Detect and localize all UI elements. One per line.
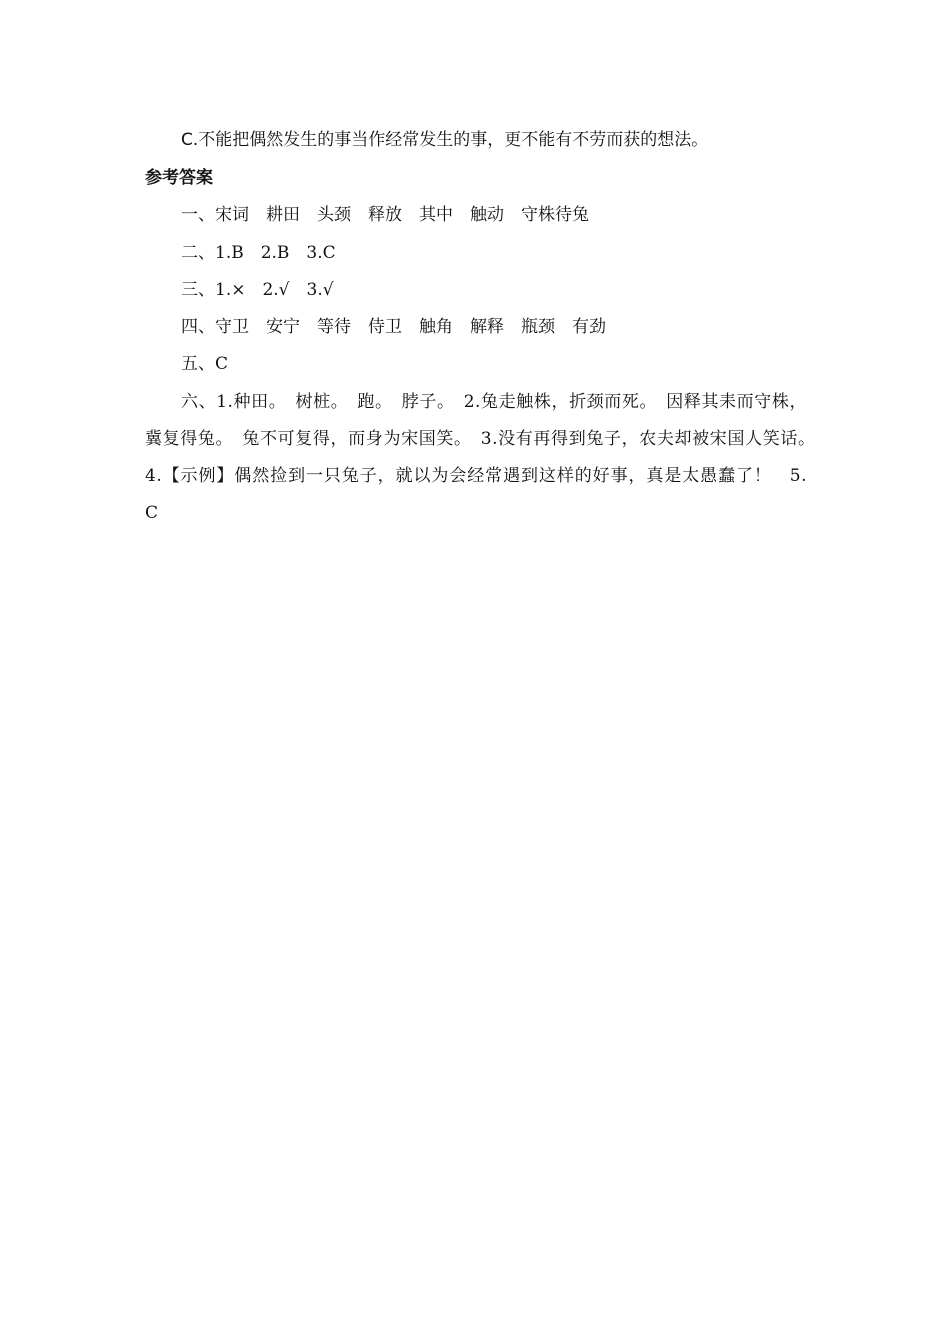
- answer-section-4: 四、守卫 安宁 等待 侍卫 触角 解释 瓶颈 有劲: [181, 317, 606, 337]
- answer-section-2: 二、1.B 2.B 3.C: [181, 243, 336, 263]
- option-c-text: C.不能把偶然发生的事当作经常发生的事，更不能有不劳而获的想法。: [181, 130, 709, 150]
- answers-heading: 参考答案: [145, 168, 213, 188]
- answer-section-5: 五、C: [181, 354, 229, 374]
- answer-section-3: 三、1.× 2.√ 3.√: [181, 280, 334, 300]
- answer-section-6: 六、1.种田。 树桩。 跑。 脖子。 2.兔走触株，折颈而死。 因释其耒而守株，冀复得兔。 兔不可复得，而身为宋国笑。 3.没有再得到兔子，农夫却被宋国人笑话。 4.【示例】偶然捡到一只兔子，就以为会经常遇到这样的好事，真是太愚蠢了！ 5. C: [145, 392, 825, 523]
- answer-section-1: 一、宋词 耕田 头颈 释放 其中 触动 守株待兔: [181, 205, 589, 225]
